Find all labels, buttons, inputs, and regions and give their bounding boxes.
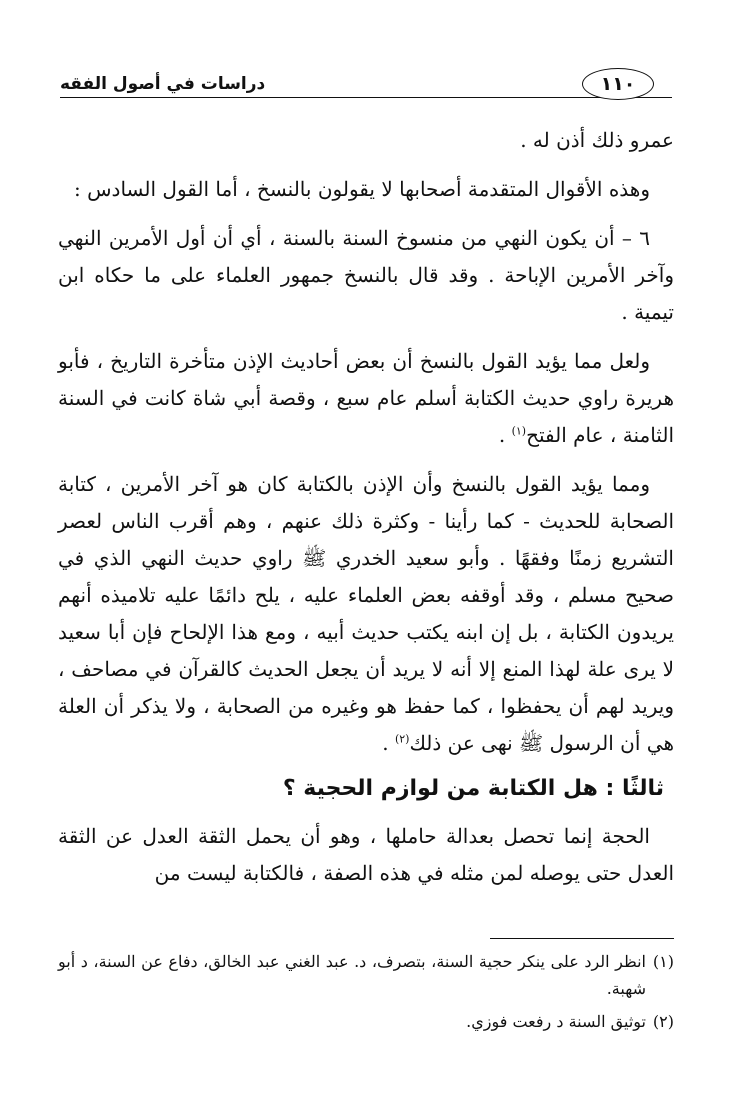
footnote-ref-2: (٢) <box>394 732 410 746</box>
header-rule <box>60 97 672 98</box>
paragraph-6: الحجة إنما تحصل بعدالة حاملها ، وهو أن يحمل الثقة العدل عن الثقة العدل حتى يوصله لمن مثله في هذه الصفة ، فالكتابة ليست من <box>58 824 674 885</box>
paragraph-4 <box>58 343 674 454</box>
paragraph-5 <box>58 466 674 762</box>
paragraph-3: ٦ – أن يكون النهي من منسوخ السنة بالسنة ، أي أن أول الأمرين النهي وآخر الأمرين الإباحة . وقد قال بالنسخ جمهور العلماء على ما حكاه ابن تيمية . <box>58 226 674 324</box>
paragraph-5-text: ومما يؤيد القول بالنسخ وأن الإذن بالكتابة كان هو آخر الأمرين ، كتابة الصحابة للحديث - كما رأينا - وكثرة ذلك عنهم ، وهم أقرب الناس لعصر التشريع زمنًا وفقهًا . وأبو سعيد الخدري ﷺ راوي حديث النهي الذي في صحيح مسلم ، وقد أوقفه بعض العلماء عليه ، يلح دائمًا عليه تلاميذه أنهم يريدون الكتابة ، بل إن ابنه يكتب حديث أبيه ، ومع هذا الإلحاح فإن أبا سعيد لا يرى علة لهذا المنع إلا أنه لا يريد أن يجعل الحديث كالقرآن في مصاحف ، ويريد لهم أن يحفظوا ، كما حفظ هو وغيره من الصحابة ، ولا يذكر أن العلة هي أن الرسول ﷺ نهى عن ذلك <box>58 472 674 755</box>
paragraph-1: عمرو ذلك أذن له . <box>520 128 674 152</box>
body-text <box>58 122 674 892</box>
paragraph-4-text: ولعل مما يؤيد القول بالنسخ أن بعض أحاديث الإذن متأخرة التاريخ ، فأبو هريرة راوي حديث الكتابة أسلم عام سبع ، وقصة أبي شاة كانت في السنة الثامنة ، عام الفتح <box>58 349 674 447</box>
section-heading: ثالثًا : هل الكتابة من لوازم الحجية ؟ <box>282 776 664 801</box>
footnote-1 <box>58 948 674 1002</box>
page-number: ١١٠ <box>582 68 654 100</box>
running-header-title: دراسات في أصول الفقه <box>60 74 266 94</box>
footnote-2 <box>58 1008 674 1035</box>
footnote-2-marker: (٢) <box>652 1012 674 1031</box>
footnotes <box>58 948 674 1041</box>
footnote-ref-1: (١) <box>511 424 527 438</box>
paragraph-4-end: . <box>498 423 512 447</box>
footnote-rule <box>490 938 674 939</box>
footnote-2-text: توثيق السنة د رفعت فوزي. <box>466 1012 646 1031</box>
paragraph-5-end: . <box>382 731 395 755</box>
footnote-1-text: انظر الرد على ينكر حجية السنة، بتصرف، د. عبد الغني عبد الخالق، دفاع عن السنة، د أبو شهبة. <box>58 952 646 998</box>
paragraph-2: وهذه الأقوال المتقدمة أصحابها لا يقولون بالنسخ ، أما القول السادس : <box>74 177 650 201</box>
footnote-1-marker: (١) <box>652 952 674 971</box>
